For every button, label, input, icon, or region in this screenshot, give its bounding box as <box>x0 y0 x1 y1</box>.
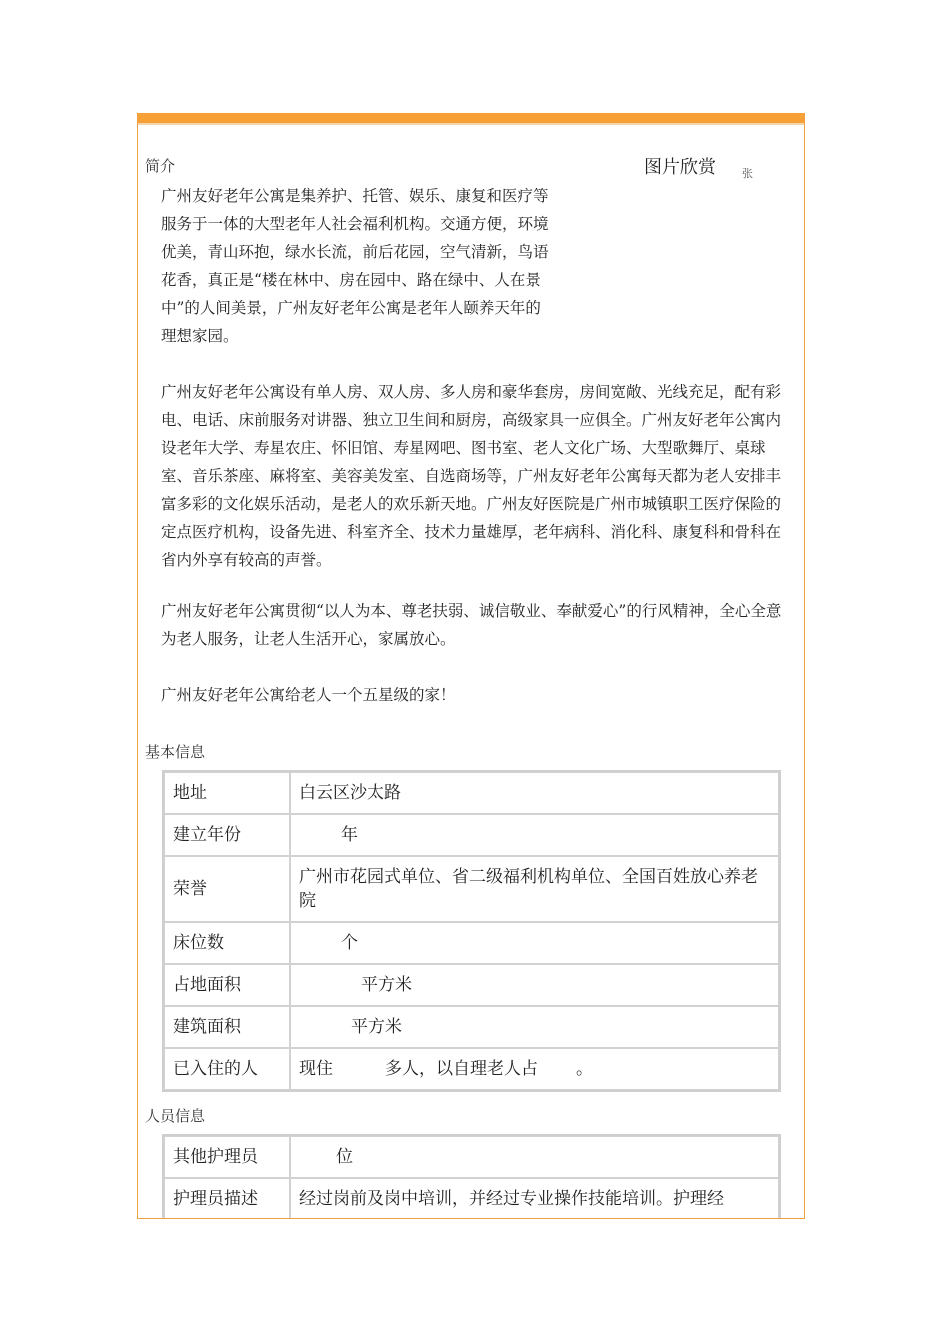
row-key: 其他护理员 <box>164 1136 290 1178</box>
row-value: 位 <box>290 1136 779 1178</box>
staff-info-label: 人员信息 <box>145 1107 206 1125</box>
intro-label: 简介 <box>145 157 176 175</box>
table-row <box>164 1048 779 1090</box>
table-row <box>164 856 779 922</box>
table-row <box>164 922 779 964</box>
content-panel <box>137 113 805 1219</box>
row-key: 占地面积 <box>164 964 290 1006</box>
row-value: 平方米 <box>290 964 779 1006</box>
accent-line <box>138 123 804 125</box>
row-value: 年 <box>290 814 779 856</box>
intro-paragraph-1: 广州友好老年公寓是集养护、托管、娱乐、康复和医疗等服务于一体的大型老年人社会福利机构。交通方便，环境优美，青山环抱，绿水长流，前后花园，空气清新，鸟语花香，真正是“楼在林中、房在园中、路在绿中、人在景中”的人间美景，广州友好老年公寓是老年人颐养天年的理想家园。 <box>161 187 549 345</box>
table-row <box>164 964 779 1006</box>
table-row <box>164 814 779 856</box>
row-key: 建筑面积 <box>164 1006 290 1048</box>
row-key: 地址 <box>164 772 290 814</box>
row-key: 建立年份 <box>164 814 290 856</box>
row-value: 平方米 <box>290 1006 779 1048</box>
row-value: 经过岗前及岗中培训，并经过专业操作技能培训。护理经 <box>290 1178 779 1219</box>
gallery-count-unit: 张 <box>742 167 753 180</box>
gallery-title[interactable]: 图片欣赏 <box>644 157 716 178</box>
resident-suffix: 。 <box>576 1059 593 1079</box>
intro-paragraph-4: 广州友好老年公寓给老人一个五星级的家！ <box>161 686 456 704</box>
resident-middle: 多人，以自理老人占 <box>385 1059 538 1079</box>
row-key: 已入住的人 <box>164 1048 290 1090</box>
row-key: 荣誉 <box>164 856 290 922</box>
table-row <box>164 772 779 814</box>
row-value: 广州市花园式单位、省二级福利机构单位、全国百姓放心养老院 <box>290 856 779 922</box>
row-value: 白云区沙太路 <box>290 772 779 814</box>
basic-info-table <box>162 770 781 1092</box>
row-value: 个 <box>290 922 779 964</box>
table-row <box>164 1178 779 1219</box>
intro-paragraph-2: 广州友好老年公寓设有单人房、双人房、多人房和豪华套房，房间宽敞、光线充足，配有彩电、电话、床前服务对讲器、独立卫生间和厨房，高级家具一应俱全。广州友好老年公寓内设老年大学、寿星农庄、怀旧馆、寿星网吧、图书室、老人文化广场、大型歌舞厅、桌球室、音乐茶座、麻将室、美容美发室、自选商场等，广州友好老年公寓每天都为老人安排丰富多彩的文化娱乐活动，是老人的欢乐新天地。广州友好医院是广州市城镇职工医疗保险的定点医疗机构，设备先进、科室齐全、技术力量雄厚，老年病科、消化科、康复科和骨科在省内外享有较高的声誉。 <box>161 383 782 569</box>
intro-paragraph-3: 广州友好老年公寓贯彻“以人为本、尊老扶弱、诚信敬业、奉献爱心”的行风精神，全心全意为老人服务，让老人生活开心，家属放心。 <box>161 602 782 648</box>
table-row <box>164 1136 779 1178</box>
staff-info-table <box>162 1134 781 1219</box>
row-key: 床位数 <box>164 922 290 964</box>
table-row <box>164 1006 779 1048</box>
row-value <box>290 1048 779 1090</box>
row-key: 护理员描述 <box>164 1178 290 1219</box>
accent-bar <box>138 113 804 123</box>
basic-info-label: 基本信息 <box>145 743 206 761</box>
resident-prefix: 现住 <box>299 1059 333 1079</box>
